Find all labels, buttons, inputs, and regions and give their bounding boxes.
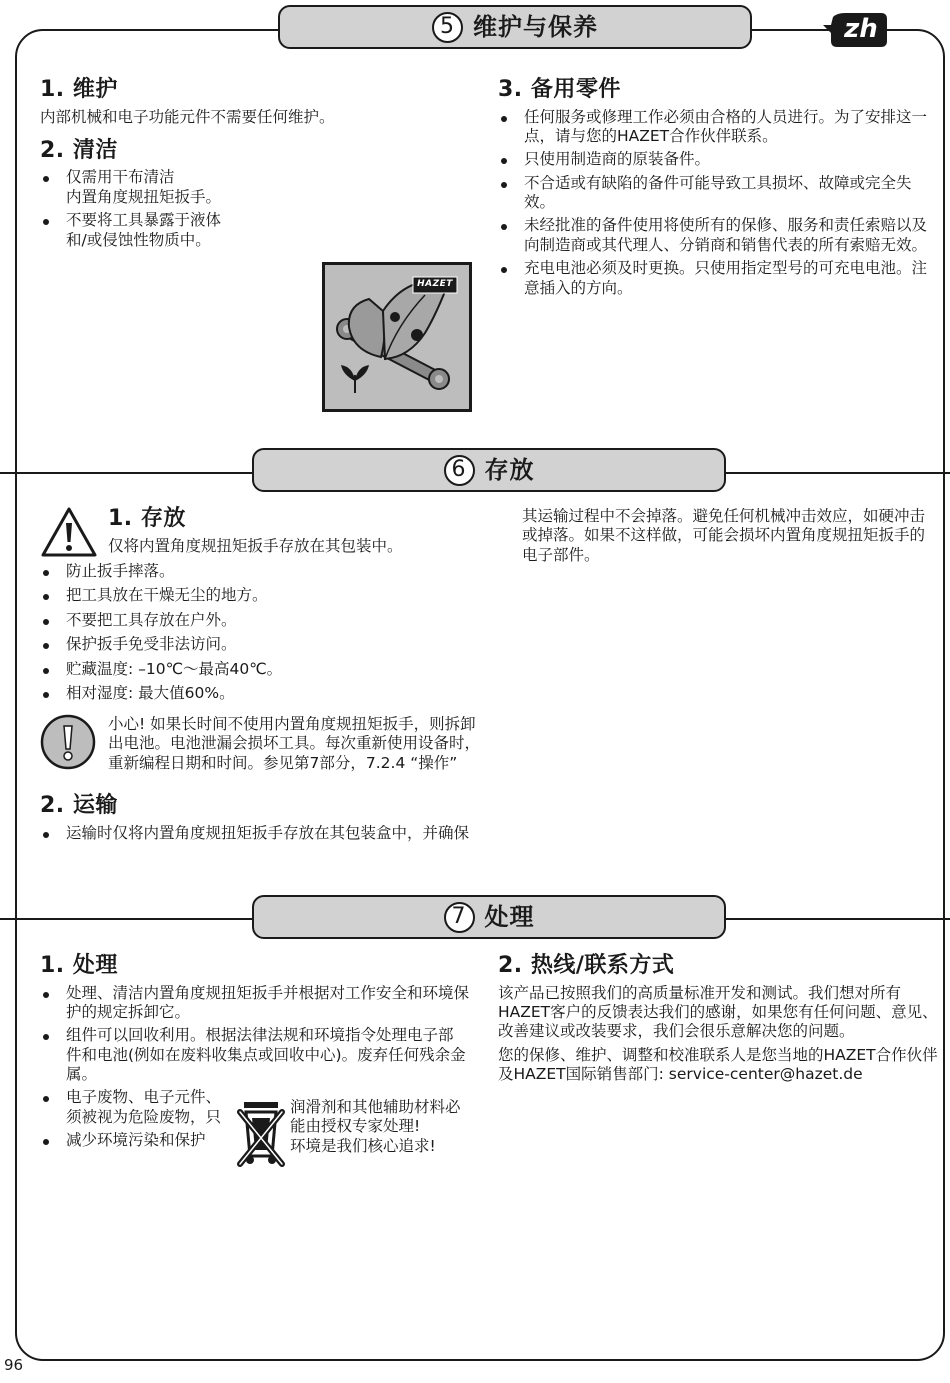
section-number: 6 (444, 455, 475, 486)
warning-triangle-icon (40, 506, 98, 558)
line: 意插入的方向。 (524, 278, 633, 297)
service-text: 内部机械和电子功能元件不需要任何维护。 (40, 107, 335, 126)
storage-heading: 1. 存放 (108, 506, 186, 531)
list-item: 运输时仅将内置角度规扭矩扳手存放在其包装盒中，并确保 (40, 824, 490, 843)
line: 内置角度规扭矩扳手。 (66, 187, 222, 206)
spare-parts-heading: 3. 备用零件 (498, 77, 621, 102)
crossed-out-bin-icon (236, 1100, 286, 1170)
section-header-storage (252, 448, 726, 492)
line: 不要将工具暴露于液体 (66, 211, 222, 230)
list-item: 不要把工具存放在户外。 (40, 611, 480, 630)
list-item: 把工具放在干燥无尘的地方。 (40, 586, 480, 605)
list-item: 相对湿度: 最大值60%。 (40, 684, 480, 703)
line: 环境是我们核心追求! (290, 1136, 436, 1155)
transport-heading: 2. 运输 (40, 793, 118, 818)
maintenance-illustration (322, 262, 472, 412)
caution-exclamation-icon (40, 714, 96, 770)
line: 小心! 如果长时间不使用内置角度规扭矩扳手，则拆卸 (108, 715, 476, 733)
hotline-heading: 2. 热线/联系方式 (498, 953, 675, 978)
transport-block (40, 792, 490, 847)
language-badge-label: zh (844, 14, 878, 44)
section-title: 维护与保养 (473, 13, 598, 41)
spare-parts-column (498, 76, 938, 302)
list-item (498, 174, 938, 213)
line: 处理、清洁内置角度规扭矩扳手并根据对工作安全和环境保 (66, 983, 470, 1002)
line: 充电电池必须及时更换。只使用指定型号的可充电电池。注 (524, 259, 928, 278)
line: 和/或侵蚀性物质中。 (66, 230, 211, 249)
line: 属。 (66, 1065, 98, 1083)
line: 出电池。电池泄漏会损坏工具。每次重新使用设备时， (108, 734, 481, 753)
disposal-heading: 1. 处理 (40, 953, 118, 978)
line: 仅需用干布清洁 (66, 168, 175, 187)
list-item (498, 259, 938, 298)
line: 改善建议或改装要求，我们会很乐意解决您的问题。 (498, 1022, 855, 1041)
line: 电子废物、电子元件、 (66, 1088, 222, 1107)
line: 须被视为危险废物，只 (66, 1107, 222, 1126)
storage-heading-block (108, 505, 488, 556)
line: 效。 (524, 193, 556, 211)
list-item: 贮藏温度: –10℃～最高40℃。 (40, 660, 480, 679)
disposal-side-text (290, 1098, 490, 1156)
page-number: 96 (4, 1356, 24, 1374)
line: 不合适或有缺陷的备件可能导致工具损坏、故障或完全失 (524, 173, 912, 192)
list-item (498, 150, 938, 169)
line: 件和电池(例如在废料收集点或回收中心)。废弃任何残余金 (66, 1045, 466, 1064)
storage-intro: 仅将内置角度规扭矩扳手存放在其包装中。 (108, 536, 403, 555)
section-header-disposal (252, 895, 726, 939)
section-title: 处理 (484, 903, 535, 931)
line: 护的规定拆卸它。 (66, 1002, 191, 1021)
language-badge (823, 11, 889, 51)
line: 未经批准的备件使用将使所有的保修、服务和责任索赔以及 (524, 216, 928, 235)
list-item (498, 108, 938, 147)
list-item: 保护扳手免受非法访问。 (40, 635, 480, 654)
section-title: 存放 (484, 456, 535, 484)
list-item (40, 1026, 480, 1084)
service-heading: 1. 维护 (40, 77, 118, 102)
line: 电子部件。 (522, 545, 600, 564)
line: 向制造商或其代理人、分销商和销售代表的所有索赔无效。 (524, 235, 928, 254)
list-item (40, 984, 480, 1023)
line: 及HAZET国际销售部门: service-center@hazet.de (498, 1065, 863, 1083)
hotline-paragraph-1 (498, 984, 938, 1042)
line: HAZET客户的反馈表达我们的感谢，如果您有任何问题、意见、 (498, 1002, 938, 1021)
hotline-paragraph-2 (498, 1046, 938, 1085)
line: 任何服务或修理工作必须由合格的人员进行。为了安排这一 (524, 107, 928, 126)
line: 您的保修、维护、调整和校准联系人是您当地的HAZET合作伙伴 (498, 1045, 938, 1064)
line: 该产品已按照我们的高质量标准开发和测试。我们想对所有 (498, 983, 902, 1002)
maintenance-column-left (40, 76, 480, 254)
list-item: 防止扳手摔落。 (40, 562, 480, 581)
list-item (498, 216, 938, 255)
line: 其运输过程中不会掉落。避免任何机械冲击效应，如硬冲击 (522, 507, 926, 525)
list-item (40, 168, 480, 207)
list-item (40, 211, 480, 250)
line: 减少环境污染和保护 (66, 1131, 206, 1150)
line: 或掉落。如果不这样做，可能会损坏内置角度规扭矩扳手的 (522, 526, 926, 545)
line: 组件可以回收利用。根据法律法规和环境指令处理电子部 (66, 1026, 454, 1045)
storage-list (40, 562, 480, 708)
line: 重新编程日期和时间。参见第7部分，7.2.4 “操作” (108, 753, 458, 772)
transport-continuation (522, 507, 942, 565)
hazet-logo: HAZET (417, 279, 453, 289)
section-number: 5 (432, 12, 463, 43)
line: 能由授权专家处理! (290, 1117, 421, 1136)
section-header-maintenance (278, 5, 752, 49)
caution-note (108, 715, 488, 773)
line: 只使用制造商的原装备件。 (524, 150, 711, 169)
section-number: 7 (444, 902, 475, 933)
hotline-column (498, 952, 938, 1084)
cleaning-heading: 2. 清洁 (40, 137, 118, 163)
line: 润滑剂和其他辅助材料必 (290, 1098, 461, 1116)
line: 点，请与您的HAZET合作伙伴联系。 (524, 126, 778, 145)
